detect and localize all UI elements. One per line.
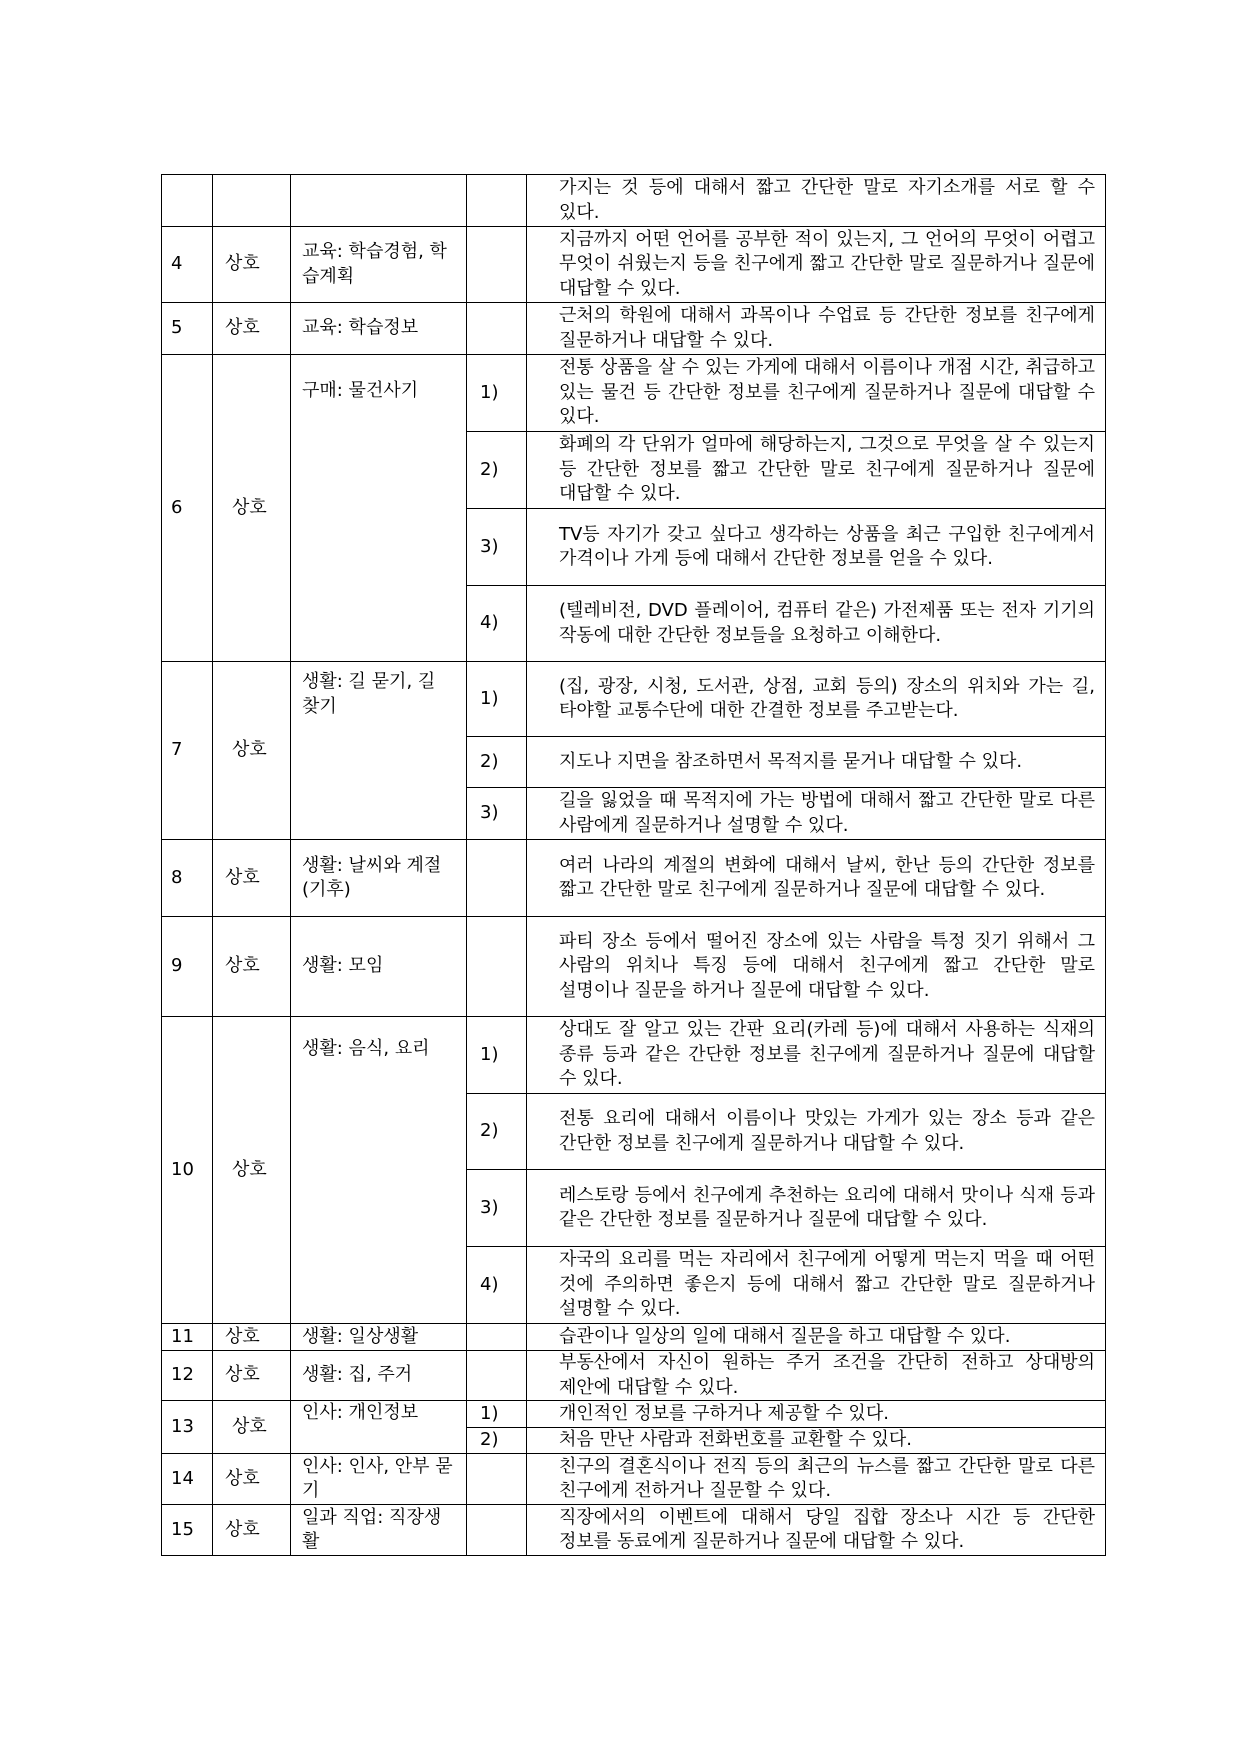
row-sub-number (467, 303, 527, 355)
row-description: 처음 만난 사람과 전화번호를 교환할 수 있다. (527, 1428, 1106, 1454)
row-number: 6 (162, 355, 213, 662)
row-number: 10 (162, 1017, 213, 1324)
row-description: 가지는 것 등에 대해서 짧고 간단한 말로 자기소개를 서로 할 수 있다. (527, 175, 1106, 227)
row-number: 9 (162, 917, 213, 1017)
row-type: 상호 (213, 1324, 291, 1351)
row-sub-number (467, 840, 527, 917)
table-row (162, 1401, 1106, 1428)
row-number: 15 (162, 1505, 213, 1556)
row-sub-number: 3) (467, 509, 527, 586)
row-type: 상호 (213, 1401, 291, 1454)
table-row (162, 917, 1106, 1017)
table-row (162, 1505, 1106, 1556)
row-description: 파티 장소 등에서 떨어진 장소에 있는 사람을 특정 짓기 위해서 그 사람의 위치나 특징 등에 대해서 친구에게 짧고 간단한 말로 설명이나 질문을 하거나 질문에 대답할 수 있다. (527, 917, 1106, 1017)
table-row (162, 662, 1106, 737)
row-sub-number: 3) (467, 1170, 527, 1247)
row-type: 상호 (213, 1351, 291, 1401)
row-type: 상호 (213, 1505, 291, 1556)
row-number: 12 (162, 1351, 213, 1401)
row-type: 상호 (213, 355, 291, 662)
row-topic (291, 175, 467, 227)
row-sub-number (467, 227, 527, 303)
row-description: 자국의 요리를 먹는 자리에서 친구에게 어떻게 먹는지 먹을 때 어떤 것에 주의하면 좋은지 등에 대해서 짧고 간단한 말로 질문하거나 설명할 수 있다. (527, 1247, 1106, 1324)
row-type: 상호 (213, 227, 291, 303)
row-description: 화폐의 각 단위가 얼마에 해당하는지, 그것으로 무엇을 살 수 있는지 등 간단한 정보를 짧고 간단한 말로 친구에게 질문하거나 질문에 대답할 수 있다. (527, 432, 1106, 509)
row-topic: 생활: 음식, 요리 (291, 1017, 467, 1324)
row-description: 지금까지 어떤 언어를 공부한 적이 있는지, 그 언어의 무엇이 어렵고 무엇이 쉬웠는지 등을 친구에게 짧고 간단한 말로 질문하거나 질문에 대답할 수 있다. (527, 227, 1106, 303)
table-row (162, 175, 1106, 227)
row-type: 상호 (213, 1454, 291, 1505)
row-description: 부동산에서 자신이 원하는 주거 조건을 간단히 전하고 상대방의 제안에 대답할 수 있다. (527, 1351, 1106, 1401)
row-sub-number (467, 1505, 527, 1556)
row-description: 근처의 학원에 대해서 과목이나 수업료 등 간단한 정보를 친구에게 질문하거나 대답할 수 있다. (527, 303, 1106, 355)
table-row (162, 1017, 1106, 1094)
row-sub-number: 4) (467, 586, 527, 662)
row-topic: 인사: 인사, 안부 묻기 (291, 1454, 467, 1505)
row-sub-number: 1) (467, 662, 527, 737)
table-row (162, 303, 1106, 355)
row-type: 상호 (213, 303, 291, 355)
row-sub-number: 1) (467, 355, 527, 432)
curriculum-table (161, 174, 1106, 1556)
row-topic: 생활: 집, 주거 (291, 1351, 467, 1401)
row-topic: 생활: 길 묻기, 길 찾기 (291, 662, 467, 840)
row-topic: 생활: 모임 (291, 917, 467, 1017)
row-sub-number (467, 917, 527, 1017)
row-sub-number: 2) (467, 432, 527, 509)
table-row (162, 1454, 1106, 1505)
row-sub-number: 1) (467, 1017, 527, 1094)
row-description: 습관이나 일상의 일에 대해서 질문을 하고 대답할 수 있다. (527, 1324, 1106, 1351)
row-number: 13 (162, 1401, 213, 1454)
row-type (213, 175, 291, 227)
row-description: 상대도 잘 알고 있는 간판 요리(카레 등)에 대해서 사용하는 식재의 종류 등과 같은 간단한 정보를 친구에게 질문하거나 질문에 대답할 수 있다. (527, 1017, 1106, 1094)
row-sub-number (467, 1351, 527, 1401)
row-sub-number: 4) (467, 1247, 527, 1324)
row-description: 직장에서의 이벤트에 대해서 당일 집합 장소나 시간 등 간단한 정보를 동료에게 질문하거나 질문에 대답할 수 있다. (527, 1505, 1106, 1556)
row-description: 지도나 지면을 참조하면서 목적지를 묻거나 대답할 수 있다. (527, 737, 1106, 788)
row-topic: 생활: 날씨와 계절(기후) (291, 840, 467, 917)
table-row (162, 227, 1106, 303)
row-topic: 생활: 일상생활 (291, 1324, 467, 1351)
row-number: 11 (162, 1324, 213, 1351)
row-type: 상호 (213, 840, 291, 917)
row-number (162, 175, 213, 227)
row-description: (집, 광장, 시청, 도서관, 상점, 교회 등의) 장소의 위치와 가는 길, 타야할 교통수단에 대한 간결한 정보를 주고받는다. (527, 662, 1106, 737)
row-number: 7 (162, 662, 213, 840)
row-topic: 구매: 물건사기 (291, 355, 467, 662)
row-description: 레스토랑 등에서 친구에게 추천하는 요리에 대해서 맛이나 식재 등과 같은 간단한 정보를 질문하거나 질문에 대답할 수 있다. (527, 1170, 1106, 1247)
row-number: 14 (162, 1454, 213, 1505)
row-type: 상호 (213, 662, 291, 840)
row-sub-number (467, 1454, 527, 1505)
row-topic: 일과 직업: 직장생활 (291, 1505, 467, 1556)
row-number: 8 (162, 840, 213, 917)
row-sub-number: 1) (467, 1401, 527, 1428)
table-row (162, 1351, 1106, 1401)
row-topic: 교육: 학습정보 (291, 303, 467, 355)
row-number: 5 (162, 303, 213, 355)
row-topic: 교육: 학습경험, 학습계획 (291, 227, 467, 303)
table-row (162, 355, 1106, 432)
row-topic: 인사: 개인정보 (291, 1401, 467, 1454)
row-number: 4 (162, 227, 213, 303)
row-description: 전통 상품을 살 수 있는 가게에 대해서 이름이나 개점 시간, 취급하고 있는 물건 등 간단한 정보를 친구에게 질문하거나 질문에 대답할 수 있다. (527, 355, 1106, 432)
table-row (162, 1324, 1106, 1351)
row-description: 개인적인 정보를 구하거나 제공할 수 있다. (527, 1401, 1106, 1428)
row-description: 여러 나라의 계절의 변화에 대해서 날씨, 한난 등의 간단한 정보를 짧고 간단한 말로 친구에게 질문하거나 질문에 대답할 수 있다. (527, 840, 1106, 917)
row-description: TV등 자기가 갖고 싶다고 생각하는 상품을 최근 구입한 친구에게서 가격이나 가게 등에 대해서 간단한 정보를 얻을 수 있다. (527, 509, 1106, 586)
row-sub-number (467, 175, 527, 227)
row-sub-number: 3) (467, 788, 527, 840)
row-description: 전통 요리에 대해서 이름이나 맛있는 가게가 있는 장소 등과 같은 간단한 정보를 친구에게 질문하거나 대답할 수 있다. (527, 1094, 1106, 1170)
row-sub-number: 2) (467, 1094, 527, 1170)
row-description: 친구의 결혼식이나 전직 등의 최근의 뉴스를 짧고 간단한 말로 다른 친구에게 전하거나 질문할 수 있다. (527, 1454, 1106, 1505)
row-sub-number: 2) (467, 1428, 527, 1454)
row-type: 상호 (213, 917, 291, 1017)
row-type: 상호 (213, 1017, 291, 1324)
row-sub-number (467, 1324, 527, 1351)
table-row (162, 840, 1106, 917)
row-description: (텔레비전, DVD 플레이어, 컴퓨터 같은) 가전제품 또는 전자 기기의 작동에 대한 간단한 정보들을 요청하고 이해한다. (527, 586, 1106, 662)
row-sub-number: 2) (467, 737, 527, 788)
row-description: 길을 잃었을 때 목적지에 가는 방법에 대해서 짧고 간단한 말로 다른 사람에게 질문하거나 설명할 수 있다. (527, 788, 1106, 840)
